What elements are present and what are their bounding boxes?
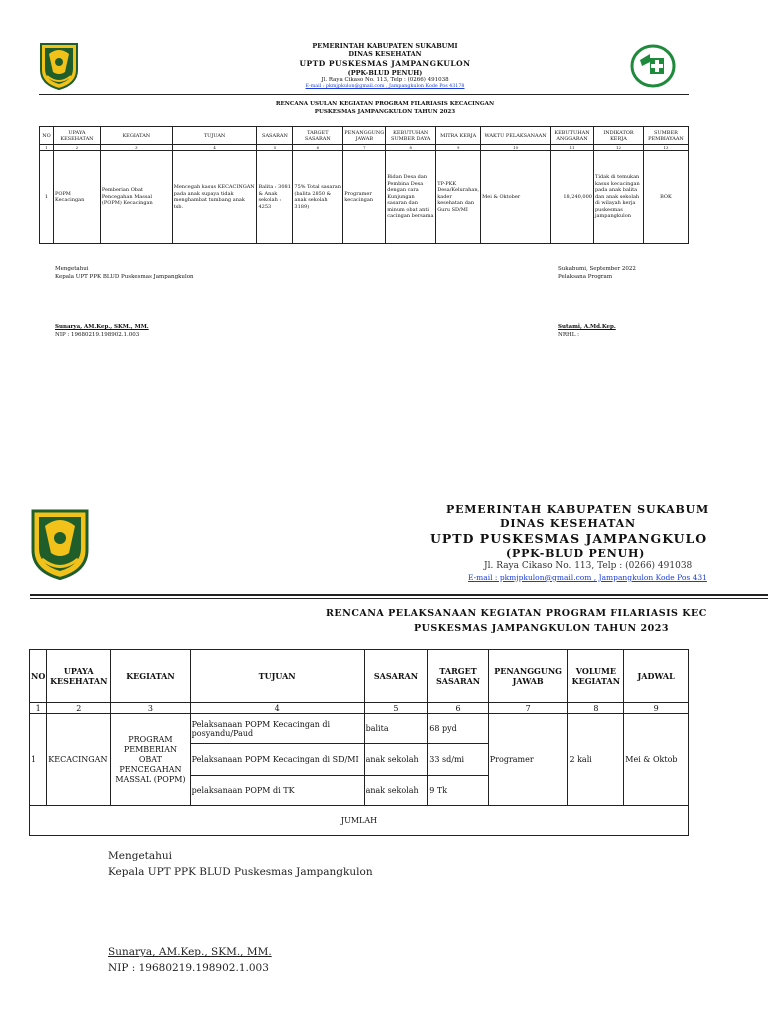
doc2-title (326, 606, 766, 636)
doc2-col-header: TARGET SASARAN (428, 650, 489, 703)
doc1-col-number: 4 (172, 145, 257, 151)
doc2-sign-line1: Mengetahui (108, 850, 173, 862)
doc2-header-line3: UPTD PUSKESMAS JAMPANGKULO (430, 531, 708, 547)
doc1-cell-tujuan: Mencegah kasus KECACINGAN pada anak supaya tidak menghambat tumbang anak tsb. (172, 151, 257, 244)
doc1-header-address: Jl. Raya Cikaso No. 113, Telp : (0266) 491038 (321, 77, 449, 84)
doc1-col-header: PENANGGUNG JAWAB (343, 127, 386, 145)
doc1-sign-left-name: Sunarya, AM.Kep., SKM., MM. (55, 324, 149, 330)
doc1-cell-sumber: BOK (643, 151, 688, 244)
doc1-col-number: 13 (643, 145, 688, 151)
doc2-cell-sasaran: balita (364, 714, 428, 744)
doc2-col-header: SASARAN (364, 650, 428, 703)
doc1-col-number: 8 (386, 145, 436, 151)
doc2-header-rule-thick (30, 594, 768, 596)
doc1-signature-left-name (55, 324, 149, 340)
doc2-cell-sasaran: anak sekolah (364, 776, 428, 806)
doc2-cell-volume: 2 kali (568, 714, 624, 806)
doc1-col-header: KEBUTUHAN ANGGARAN (551, 127, 594, 145)
table-row (30, 714, 689, 744)
doc1-cell-no: 1 (40, 151, 54, 244)
doc1-title (200, 101, 570, 116)
doc2-cell-target: 68 pyd (428, 714, 489, 744)
doc1-header-line1: PEMERINTAH KABUPATEN SUKABUMI (312, 42, 458, 50)
doc1-signature-right-name (558, 324, 616, 340)
doc1-cell-mitra: TP-PKK Desa/Kelurahan, kader kesehatan dan Guru SD/MI (436, 151, 481, 244)
doc1-cell-indikator: Tidak di temukan kasus kecacingan pada anak balita dan anak sekolah di wilayah kerja puskesmas jampangkulon (593, 151, 643, 244)
doc2-col-number: 2 (47, 703, 111, 714)
doc1-col-header: WAKTU PELAKSANAAN (481, 127, 551, 145)
doc2-cell-tujuan: Pelaksanaan POPM Kecacingan di SD/MI (190, 744, 364, 776)
doc2-sign-nip: NIP : 19680219.198902.1.003 (108, 962, 269, 975)
doc1-col-number: 10 (481, 145, 551, 151)
doc1-cell-kegiatan: Pemberian Obat Pencegahan Massal (POPM) Kecacingan (100, 151, 172, 244)
doc2-col-header: VOLUME KEGIATAN (568, 650, 624, 703)
doc1-title-line1: RENCANA USULAN KEGIATAN PROGRAM FILARIASIS KECACINGAN (275, 101, 495, 107)
doc1-sign-right-nrhl: NRHL : (558, 331, 580, 338)
doc2-cell-kegiatan: PROGRAM PEMBERIAN OBAT PENCEGAHAN MASSAL (POPM) (111, 714, 190, 806)
sukabumi-crest-icon (30, 508, 90, 580)
doc1-col-number: 12 (593, 145, 643, 151)
doc2-cell-target: 33 sd/mi (428, 744, 489, 776)
doc2-cell-sasaran: anak sekolah (364, 744, 428, 776)
table-row (30, 806, 689, 836)
doc1-cell-pj: Programer kecacingan (343, 151, 386, 244)
doc1-col-header: SUMBER PEMBIAYAAN (643, 127, 688, 145)
doc1-col-header: KEGIATAN (100, 127, 172, 145)
doc2-total-label: JUMLAH (30, 806, 689, 836)
doc1-col-header: KEBUTUHAN SUMBER DAYA (386, 127, 436, 145)
doc1-col-header: NO (40, 127, 54, 145)
doc1-col-header: SASARAN (257, 127, 293, 145)
doc1-sign-left-nip: NIP : 19680219.198902.1.003 (55, 331, 140, 338)
doc1-cell-sasaran: Balita : 3081 & Anak sekolah : 4253 (257, 151, 293, 244)
doc1-cell-waktu: Mei & Oktober (481, 151, 551, 244)
doc2-cell-upaya: KECACINGAN (47, 714, 111, 806)
doc1-col-number: 2 (53, 145, 100, 151)
doc1-cell-sumber-daya: Bidan Desa dan Pembina Desa dengan cara Kunjungan sasaran dan minum obat anti cacingan bersama (386, 151, 436, 244)
doc2-col-number: 5 (364, 703, 428, 714)
doc1-col-number: 9 (436, 145, 481, 151)
doc1-col-number: 6 (293, 145, 343, 151)
doc2-col-number: 8 (568, 703, 624, 714)
doc1-cell-upaya: POPM Kecacingan (53, 151, 100, 244)
doc2-col-header: NO (30, 650, 47, 703)
puskesmas-logo-icon (630, 44, 676, 88)
doc2-cell-jadwal: Mei & Oktob (624, 714, 689, 806)
doc2-sign-line2: Kepala UPT PPK BLUD Puskesmas Jampangkulon (108, 866, 373, 879)
doc1-header-email[interactable]: E-mail : pkmjpkulon@gmail.com , Jampangkulon Kode Pos 43178 (305, 84, 465, 90)
doc1-col-header: UPAYA KESEHATAN (53, 127, 100, 145)
doc2-title-line1: RENCANA PELAKSANAAN KEGIATAN PROGRAM FILARIASIS KEC (326, 608, 707, 619)
doc2-cell-tujuan: Pelaksanaan POPM Kecacingan di posyandu/Paud (190, 714, 364, 744)
doc2-col-number: 3 (111, 703, 190, 714)
doc1-cell-target: 75% Total sasaran (balita 2850 & anak sekolah 3189) (293, 151, 343, 244)
table-row (40, 151, 689, 244)
doc2-cell-target: 9 Tk (428, 776, 489, 806)
doc1-col-number: 11 (551, 145, 594, 151)
doc2-col-header: TUJUAN (190, 650, 364, 703)
doc2-col-number: 6 (428, 703, 489, 714)
doc2-cell-pj: Programer (488, 714, 568, 806)
doc2-header-line4: (PPK-BLUD PENUH) (506, 547, 646, 561)
doc2-signature (108, 848, 373, 881)
doc1-col-number: 7 (343, 145, 386, 151)
doc2-header-address: Jl. Raya Cikaso No. 113, Telp : (0266) 491038 (484, 561, 693, 572)
doc2-header-line2: DINAS KESEHATAN (500, 517, 636, 531)
doc2-sign-name: Sunarya, AM.Kep., SKM., MM. (108, 946, 272, 958)
doc1-sign-left-line2: Kepala UPT PPK BLUD Puskesmas Jampangkulon (55, 273, 194, 280)
doc1-col-header: TUJUAN (172, 127, 257, 145)
doc2-col-number: 1 (30, 703, 47, 714)
doc2-header-email[interactable]: E-mail : pkmjpkulon@gmail.com , Jampangkulon Kode Pos 431 (468, 572, 707, 582)
doc2-signature-name (108, 944, 272, 977)
doc1-header-line3: UPTD PUSKESMAS JAMPANGKULON (299, 58, 471, 68)
doc1-col-header: MITRA KERJA (436, 127, 481, 145)
doc2-col-header: PENANGGUNG JAWAB (488, 650, 568, 703)
doc1-header-line2: DINAS KESEHATAN (348, 50, 422, 59)
doc1-header-rule (39, 94, 689, 95)
doc1-col-number: 3 (100, 145, 172, 151)
doc1-signature-left (55, 266, 194, 282)
doc1-plan-table (39, 126, 689, 244)
doc1-cell-anggaran: 18,240,000 (551, 151, 594, 244)
doc2-plan-table (29, 649, 689, 836)
doc1-sign-left-line1: Mengetahui (55, 266, 89, 272)
doc2-col-header: UPAYA KESEHATAN (47, 650, 111, 703)
doc1-col-number: 5 (257, 145, 293, 151)
doc2-col-header: KEGIATAN (111, 650, 190, 703)
doc1-sign-right-line1: Sukabumi, September 2022 (558, 266, 636, 272)
doc2-header-line1: PEMERINTAH KABUPATEN SUKABUM (446, 503, 709, 516)
doc1-header-line4: (PPK-BLUD PENUH) (347, 68, 423, 77)
doc2-header-rule-thin (30, 598, 768, 599)
doc2-col-number: 7 (488, 703, 568, 714)
doc2-letterhead (430, 503, 760, 582)
doc1-signature-right (558, 266, 636, 282)
doc1-sign-right-name: Sutami, A.Md.Kep. (558, 324, 616, 330)
doc1-col-header: INDIKATOR KERJA (593, 127, 643, 145)
doc2-cell-no: 1 (30, 714, 47, 806)
doc2-col-number: 9 (624, 703, 689, 714)
doc2-col-header: JADWAL (624, 650, 689, 703)
doc1-sign-right-line2: Pelaksana Program (558, 273, 613, 280)
doc2-col-number: 4 (190, 703, 364, 714)
doc1-title-line2: PUSKESMAS JAMPANGKULON TAHUN 2023 (314, 108, 456, 115)
sukabumi-crest-icon (39, 42, 79, 90)
doc2-cell-tujuan: pelaksanaan POPM di TK (190, 776, 364, 806)
doc2-title-line2: PUSKESMAS JAMPANGKULON TAHUN 2023 (414, 623, 669, 635)
doc1-col-number: 1 (40, 145, 54, 151)
doc1-col-header: TARGET SASARAN (293, 127, 343, 145)
doc1-letterhead (230, 42, 540, 90)
